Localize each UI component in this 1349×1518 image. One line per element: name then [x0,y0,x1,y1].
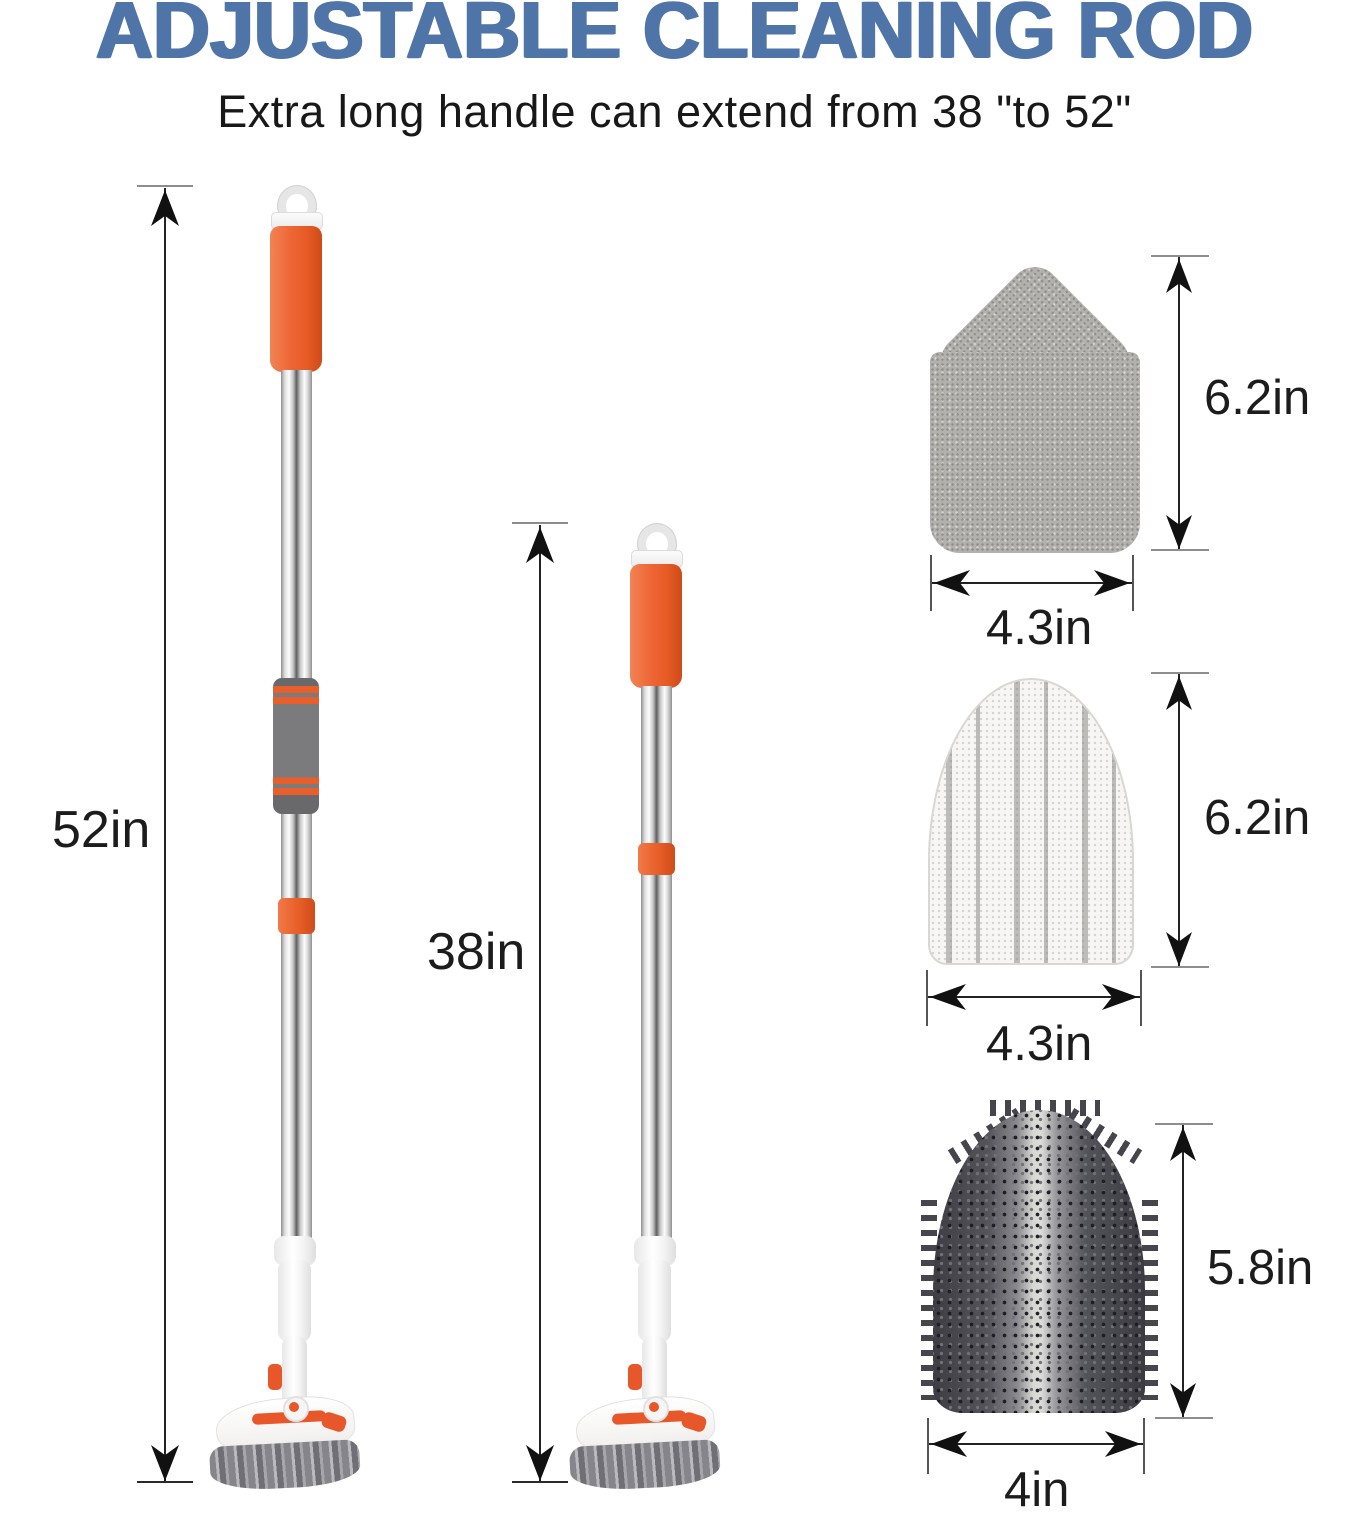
dimension-line [929,1443,1143,1445]
page-subtitle: Extra long handle can extend from 38 "to 52" [217,86,1132,137]
dimension-line [164,188,166,1483]
dimension-tick [1151,966,1209,968]
brush-width-label: 4in [1004,1463,1070,1517]
dimension-line [1182,1125,1184,1419]
pivot-joint [283,1396,309,1422]
dimension-tick [512,522,568,524]
release-knob [628,1364,642,1390]
dimension-line [1178,674,1180,968]
dimension-line [928,996,1140,998]
rod-length-label: 38in [427,923,526,981]
dimension-line [932,582,1132,584]
rod-length-label: 52in [52,801,151,859]
scrub-pad-body [930,352,1140,553]
orange-handle [630,564,682,688]
pad-width-label: 4.3in [986,601,1093,655]
dimension-tick [137,185,193,187]
pivot-dot [289,1402,299,1412]
dimension-tick [926,970,928,1026]
orange-handle [270,226,322,372]
dimension-tick [1155,1123,1213,1125]
foam-grip [273,678,319,814]
dimension-tick [1155,1417,1213,1419]
dimension-line [539,525,541,1483]
scrub-bristles [569,1439,721,1492]
dimension-tick [1140,970,1142,1026]
dimension-tick [1151,549,1209,551]
neck-upper [638,1260,671,1342]
dimension-tick [927,1418,929,1474]
pad-height-label: 6.2in [1204,791,1311,845]
pad-width-label: 4.3in [986,1017,1093,1071]
microfiber-pad [928,678,1134,965]
brush-height-label: 5.8in [1207,1241,1314,1295]
dimension-tick [1151,672,1209,674]
dimension-line [1178,257,1180,551]
neck-upper [278,1260,311,1342]
scrub-bristles [209,1439,361,1492]
dimension-tick [1132,555,1134,611]
dimension-tick [1151,255,1209,257]
dimension-tick [137,1481,193,1483]
pivot-joint [643,1396,669,1422]
locking-ring [278,898,315,934]
telescopic-pole [641,686,672,1240]
pad-height-label: 6.2in [1204,371,1311,425]
pivot-dot [649,1402,659,1412]
page-title: ADJUSTABLE CLEANING ROD [95,0,1254,75]
locking-ring [638,843,675,875]
dimension-tick [1143,1418,1145,1474]
dimension-tick [512,1481,568,1483]
release-knob [268,1364,282,1390]
